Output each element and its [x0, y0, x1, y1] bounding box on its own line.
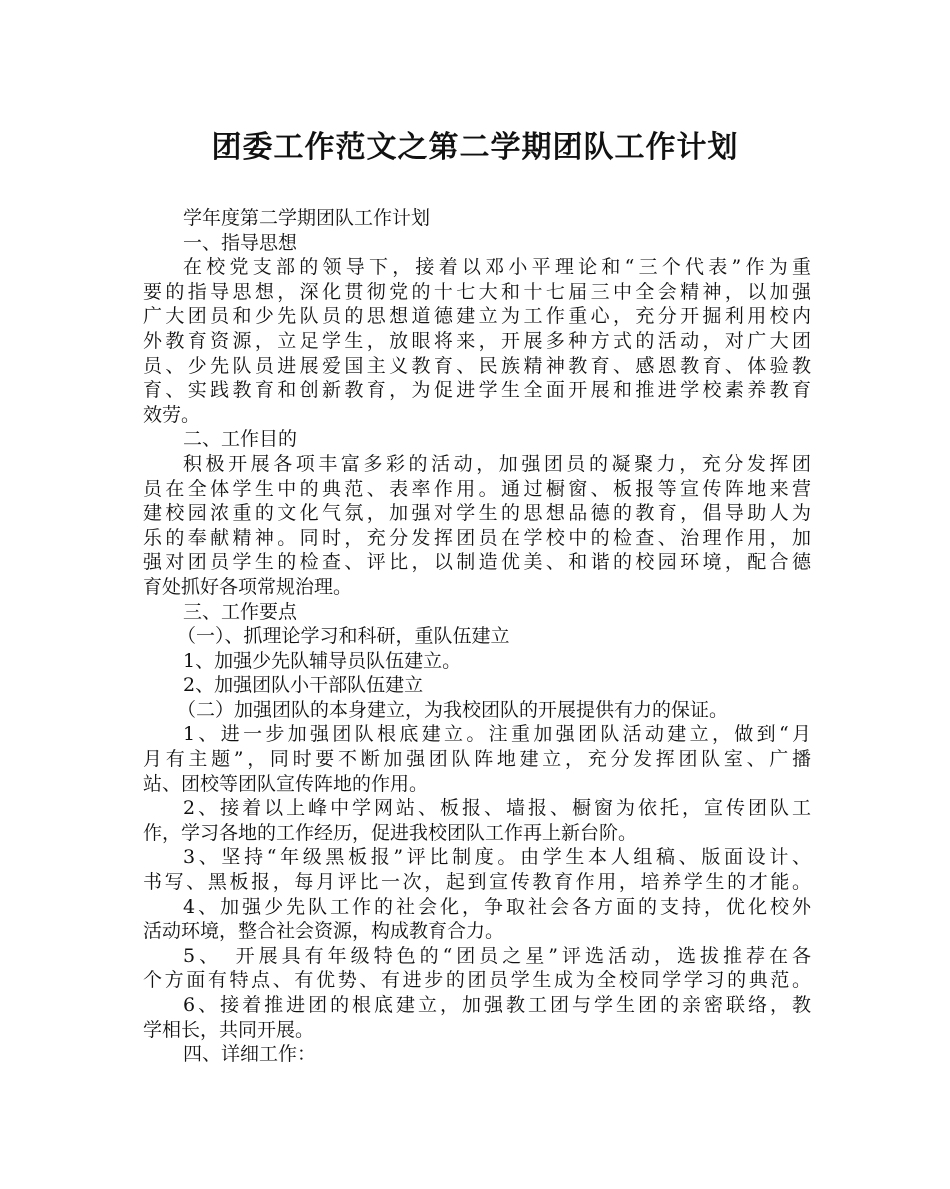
subsection-heading: （一）、抓理论学习和科研，重队伍建立	[177, 625, 510, 648]
list-item: 1、进一步加强团队根底建立。注重加强团队活动建立，做到“月	[183, 723, 811, 746]
paragraph-line: 员在全体学生中的典范、表率作用。通过橱窗、板报等宣传阵地来营	[143, 477, 811, 500]
paragraph-line: 外教育资源，立足学生，放眼将来，开展多种方式的活动，对广大团	[143, 329, 811, 352]
paragraph-line: 员、少先队员进展爱国主义教育、民族精神教育、感恩教育、体验教	[143, 354, 811, 377]
paragraph-line: 活动环境，整合社会资源，构成教育合力。	[143, 920, 505, 943]
paragraph-line: 育处抓好各项常规治理。	[143, 575, 353, 598]
document-body	[143, 206, 811, 1067]
list-item: 4、加强少先队工作的社会化，争取社会各方面的支持，优化校外	[183, 895, 811, 918]
paragraph-line: 强对团员学生的检查、评比，以制造优美、和谐的校园环境，配合德	[143, 551, 811, 574]
section-heading: 三、工作要点	[183, 600, 298, 623]
paragraph-line: 书写、黑板报，每月评比一次，起到宣传教育作用，培养学生的才能。	[143, 871, 811, 894]
section-heading: 四、详细工作：	[183, 1043, 317, 1066]
subsection-heading: （二）加强团队的本身建立，为我校团队的开展提供有力的保证。	[177, 698, 729, 721]
paragraph-line: 站、团校等团队宣传阵地的作用。	[143, 772, 429, 795]
paragraph-line: 广大团员和少先队员的思想道德建立为工作重心，充分开掘利用校内	[143, 305, 811, 328]
section-heading: 二、工作目的	[183, 428, 298, 451]
paragraph-line: 月有主题”，同时要不断加强团队阵地建立，充分发挥团队室、广播	[143, 748, 811, 771]
paragraph-line: 积极开展各项丰富多彩的活动，加强团员的凝聚力，充分发挥团	[183, 452, 811, 475]
paragraph-line: 效劳。	[143, 403, 201, 426]
document-title: 团委工作范文之第二学期团队工作计划	[211, 130, 739, 165]
list-item: 5、 开展具有年级特色的“团员之星”评选活动，选拔推荐在各	[183, 944, 811, 967]
list-item: 2、接着以上峰中学网站、板报、墙报、橱窗为依托，宣传团队工	[183, 797, 811, 820]
list-item: 6、接着推进团的根底建立，加强教工团与学生团的亲密联络，教	[183, 994, 811, 1016]
paragraph-line: 育、实践教育和创新教育，为促进学生全面开展和推进学校素养教育	[143, 379, 811, 402]
list-item: 1、加强少先队辅导员队伍建立。	[183, 649, 462, 672]
section-heading: 一、指导思想	[183, 231, 298, 254]
list-item: 2、加强团队小干部队伍建立	[183, 674, 424, 697]
paragraph-line: 学年度第二学期团队工作计划	[183, 207, 431, 229]
paragraph-line: 建校园浓重的文化气氛，加强对学生的思想品德的教育，倡导助人为	[143, 502, 811, 525]
list-item: 3、坚持“年级黑板报”评比制度。由学生本人组稿、版面设计、	[183, 846, 811, 869]
paragraph-line: 在校党支部的领导下，接着以邓小平理论和“三个代表”作为重	[183, 256, 811, 279]
paragraph-line: 乐的奉献精神。同时，充分发挥团员在学校中的检查、治理作用，加	[143, 526, 811, 549]
paragraph-line: 作，学习各地的工作经历，促进我校团队工作再上新台阶。	[143, 821, 638, 844]
paragraph-line: 学相长，共同开展。	[143, 1018, 315, 1041]
paragraph-line: 个方面有特点、有优势、有进步的团员学生成为全校同学学习的典范。	[143, 969, 811, 992]
paragraph-line: 要的指导思想，深化贯彻党的十七大和十七届三中全会精神，以加强	[143, 280, 811, 303]
